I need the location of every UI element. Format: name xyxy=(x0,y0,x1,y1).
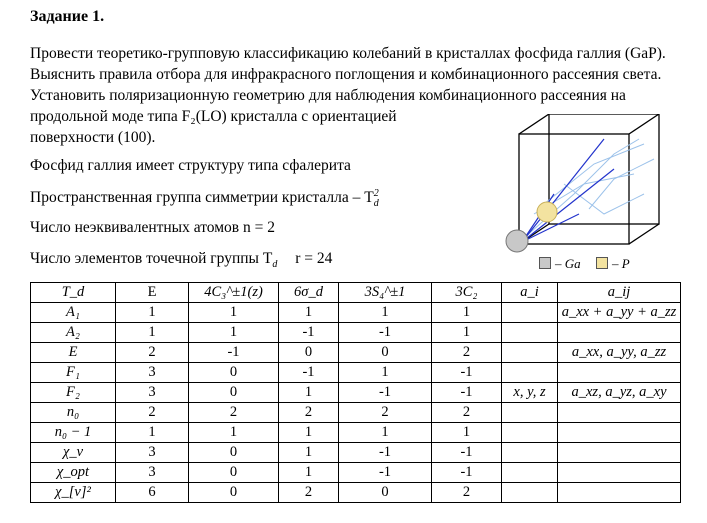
table-cell xyxy=(502,343,558,363)
structure-fact: Фосфид галлия имеет структуру типа сфалерита xyxy=(30,157,351,174)
task-title: Задание 1. xyxy=(30,8,105,25)
table-cell: 1 xyxy=(279,383,339,403)
elements-label: Число элементов точечной группы T xyxy=(30,250,273,267)
table-cell: 0 xyxy=(189,443,279,463)
table-row xyxy=(31,303,681,323)
table-cell xyxy=(558,443,681,463)
table-cell: 1 xyxy=(189,323,279,343)
table-cell: 0 xyxy=(279,343,339,363)
table-cell: 2 xyxy=(339,403,432,423)
space-group-label: Пространственная группа симметрии кристалла – T xyxy=(30,189,374,207)
ga-swatch xyxy=(539,257,551,269)
table-cell xyxy=(502,403,558,423)
table-header-cell: a_ij xyxy=(558,283,681,303)
table-row xyxy=(31,443,681,463)
table-header-cell: a_i xyxy=(502,283,558,303)
space-group-sup: 2 xyxy=(373,188,379,199)
gallium-atom xyxy=(506,230,528,252)
table-cell: a_xx + a_yy + a_zz xyxy=(558,303,681,323)
table-row-label: χ_opt xyxy=(31,463,116,483)
table-cell: 0 xyxy=(189,463,279,483)
table-cell: 1 xyxy=(189,303,279,323)
table-cell: 1 xyxy=(339,423,432,443)
table-cell xyxy=(502,363,558,383)
table-cell: 3 xyxy=(116,363,189,383)
table-row-label: F₂ xyxy=(31,383,116,403)
table-cell: 3 xyxy=(116,463,189,483)
table-cell: 1 xyxy=(432,303,502,323)
table-cell: -1 xyxy=(339,463,432,483)
space-group-fact xyxy=(30,188,379,209)
table-cell: -1 xyxy=(432,383,502,403)
table-cell: 1 xyxy=(432,323,502,343)
table-header-cell: T_d xyxy=(31,283,116,303)
legend-p xyxy=(596,256,630,272)
table-row xyxy=(31,403,681,423)
table-cell: 0 xyxy=(189,383,279,403)
table-cell: 0 xyxy=(189,483,279,503)
p-label: – P xyxy=(612,256,630,271)
table-cell: 0 xyxy=(339,483,432,503)
table-cell xyxy=(558,483,681,503)
table-cell: -1 xyxy=(279,363,339,383)
table-header-cell: 3S₄^±1 xyxy=(339,283,432,303)
table-cell: 1 xyxy=(189,423,279,443)
table-cell: 1 xyxy=(432,423,502,443)
table-header-cell: 6σ_d xyxy=(279,283,339,303)
table-cell xyxy=(502,423,558,443)
table-row-label: n₀ − 1 xyxy=(31,423,116,443)
table-cell: 1 xyxy=(279,423,339,443)
table-cell xyxy=(502,463,558,483)
table-row-label: n₀ xyxy=(31,403,116,423)
crystal-cube-diagram xyxy=(494,114,669,254)
p-swatch xyxy=(596,257,608,269)
table-row-label: F₁ xyxy=(31,363,116,383)
table-cell: -1 xyxy=(189,343,279,363)
table-row xyxy=(31,463,681,483)
table-cell xyxy=(558,403,681,423)
character-table xyxy=(30,282,681,503)
table-cell xyxy=(502,443,558,463)
table-cell: -1 xyxy=(339,323,432,343)
bond-vectors xyxy=(522,139,614,242)
table-header-cell: 3C₂ xyxy=(432,283,502,303)
space-group-sub: d xyxy=(373,198,379,210)
table-row xyxy=(31,383,681,403)
table-cell: 2 xyxy=(279,403,339,423)
phosphorus-atom xyxy=(537,202,557,222)
table-row xyxy=(31,363,681,383)
table-cell: -1 xyxy=(432,463,502,483)
table-cell: 2 xyxy=(432,483,502,503)
table-cell xyxy=(558,363,681,383)
table-row-label: A₂ xyxy=(31,323,116,343)
table-cell: 6 xyxy=(116,483,189,503)
table-cell: 1 xyxy=(116,323,189,343)
table-cell: 1 xyxy=(279,463,339,483)
table-row-label: E xyxy=(31,343,116,363)
table-cell: 2 xyxy=(116,403,189,423)
ga-label: – Ga xyxy=(555,256,581,271)
table-cell: 3 xyxy=(116,443,189,463)
table-row-label: χ_v xyxy=(31,443,116,463)
table-header-cell: E xyxy=(116,283,189,303)
table-row xyxy=(31,323,681,343)
table-cell xyxy=(502,323,558,343)
table-cell: 2 xyxy=(432,343,502,363)
table-row-label: A₁ xyxy=(31,303,116,323)
task-line-5: поверхности (100). xyxy=(30,129,156,146)
task-line-2: Выяснить правила отбора для инфракрасного поглощения и комбинационного рассеяния света. xyxy=(30,66,662,83)
table-cell: a_xz, a_yz, a_xy xyxy=(558,383,681,403)
table-cell xyxy=(558,323,681,343)
table-cell: 2 xyxy=(432,403,502,423)
table-header-row xyxy=(31,283,681,303)
table-row xyxy=(31,423,681,443)
table-cell: 1 xyxy=(116,423,189,443)
table-cell: -1 xyxy=(432,363,502,383)
table-cell: x, y, z xyxy=(502,383,558,403)
table-row xyxy=(31,483,681,503)
atoms-fact: Число неэквивалентных атомов n = 2 xyxy=(30,219,275,236)
table-row-label: χ_[v]² xyxy=(31,483,116,503)
task-line-1: Провести теоретико-групповую классификацию колебаний в кристаллах фосфида галлия (GaP). xyxy=(30,45,666,62)
elements-sub: d xyxy=(272,259,278,271)
table-cell: 2 xyxy=(116,343,189,363)
table-cell: -1 xyxy=(432,443,502,463)
table-header-cell: 4C₃^±1(z) xyxy=(189,283,279,303)
table-cell: 2 xyxy=(189,403,279,423)
table-cell: a_xx, a_yy, a_zz xyxy=(558,343,681,363)
table-cell: 3 xyxy=(116,383,189,403)
elements-fact xyxy=(30,250,332,270)
table-cell xyxy=(558,423,681,443)
table-cell xyxy=(502,483,558,503)
table-cell: 1 xyxy=(116,303,189,323)
elements-value: r = 24 xyxy=(295,250,333,267)
task-line-4: продольной моде типа F₂(LO) кристалла с ориентацией xyxy=(30,108,397,125)
table-cell: 1 xyxy=(279,443,339,463)
legend-ga xyxy=(539,256,581,272)
table-cell: -1 xyxy=(339,383,432,403)
table-cell: -1 xyxy=(279,323,339,343)
table-cell: 1 xyxy=(339,363,432,383)
table-row xyxy=(31,343,681,363)
table-cell: 0 xyxy=(189,363,279,383)
table-cell: -1 xyxy=(339,443,432,463)
table-cell xyxy=(558,463,681,483)
table-cell: 1 xyxy=(339,303,432,323)
table-cell: 1 xyxy=(279,303,339,323)
table-cell xyxy=(502,303,558,323)
table-cell: 0 xyxy=(339,343,432,363)
table-cell: 2 xyxy=(279,483,339,503)
task-line-3: Установить поляризационную геометрию для наблюдения комбинационного рассеяния на xyxy=(30,87,626,104)
